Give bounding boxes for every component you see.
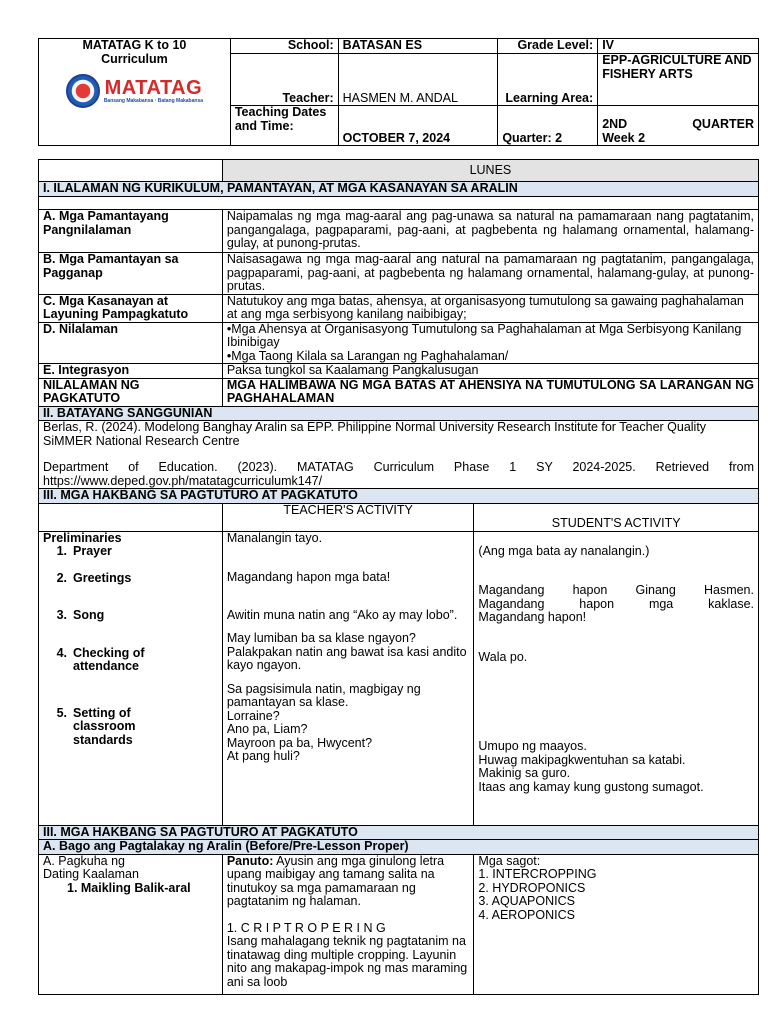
school-value: BATASAN ES [338,39,498,54]
content-standards-text: Naipamalas ng mga mag-aaral ang pag-unawa sa natural na pamamaraan nang pagtatanim, pangangalaga, pagpaparami, pag-aani, at pagbebenta ng halamang ornamental, halamang-gulay, at punong-prutas. [222,210,758,253]
lesson-table [38,159,759,995]
section2-title: II. BATAYANG SANGGUNIAN [39,406,759,421]
logo-wordmark: MATATAG [104,77,203,99]
section3-title: III. MGA HAKBANG SA PAGTUTURO AT PAGKATUTO [39,489,759,504]
competencies-label: C. Mga Kasanayan at Layuning Pampagkatuto [39,294,223,322]
item1-title: 1. C R I P T R O P E R I N G [226,920,386,935]
preliminaries-title: Preliminaries [43,530,122,545]
integration-text: Paksa tungkol sa Kaalamang Pangkalusugan [222,364,758,379]
teacher-value: HASMEN M. ANDAL [338,54,498,106]
integration-label: E. Integrasyon [39,364,223,379]
day-heading: LUNES [222,160,758,182]
content-label: D. Nilalaman [39,322,223,364]
content-standards-label: A. Mga Pamantayang Pangnilalaman [39,210,223,253]
review-activity: Panuto: Ayusin ang mga ginulong letra upang maibigay ang tamang salita na tinutukoy sa mga pamamaraan ng pagtatanim ng halaman. 1. C R I P T R O P E R I N G Isang mahalagang teknik ng pagtatanim na tinatawag ding multiple cropping. Layunin nito ang makapag-impok ng mas maraming ani sa loob [222,854,474,994]
competencies-text: Natutukoy ang mga batas, ahensya, at organisasyong tumutulong sa gawaing paghahalaman at ang mga serbisyong kanilang naibibigay; [222,294,758,322]
step-standards: 5. Setting of classroom standards [56,705,136,747]
school-label: School: [230,39,338,54]
quarter-label: Quarter: 2 [498,106,598,146]
prior-knowledge-label: A. Pagkuha ng Dating Kaalaman [43,853,139,881]
performance-standards-label: B. Mga Pamantayan sa Pagganap [39,253,223,295]
references-cell [39,421,759,489]
section4-title: III. MGA HAKBANG SA PAGTUTURO AT PAGKATUTO [39,825,759,840]
step-prayer: 1. Prayer [56,544,112,558]
prior-knowledge-cell [39,854,223,994]
logo-tagline: Bansang Makabansa · Batang Makabansa [103,98,204,104]
header-table [38,38,759,146]
teacher-activity-heading: TEACHER'S ACTIVITY [222,503,474,531]
quarter-value: 2ND QUARTER Week 2 [598,106,759,146]
review-label: 1. Maikling Balik-aral [67,880,191,895]
student-activity-heading: STUDENT'S ACTIVITY [474,503,759,531]
preliminaries-cell [39,531,223,825]
matatag-logo [43,74,226,108]
dates-value: OCTOBER 7, 2024 [338,106,498,146]
section1-title: I. ILALAMAN NG KURIKULUM, PAMANTAYAN, AT MGA KASANAYAN SA ARALIN [39,182,759,197]
step-attendance: 4. Checking of attendance [56,645,145,673]
section4-subtitle: A. Bago ang Pagtalakay ng Aralin (Before/Pre-Lesson Proper) [39,840,759,855]
student-preliminaries: (Ang mga bata ay nanalangin.) Magandang hapon Ginang Hasmen. Magandang hapon mga kaklase. Magandang hapon! Wala po. Umupo ng maayos. Huwag makipagkwentuhan sa katabi. Makinig sa guro. Itaas ang kamay kung gustong sumagot. [474,531,759,825]
curriculum-cell [39,39,231,146]
learning-area-label: Learning Area: [498,54,598,106]
answers-cell: Mga sagot: 1. INTERCROPPING 2. HYDROPONICS 3. AQUAPONICS 4. AEROPONICS [474,854,759,994]
curriculum-title: MATATAG K to 10 Curriculum [82,38,187,66]
grade-value: IV [598,39,759,54]
content-text: •Mga Ahensya at Organisasyong Tumutulong sa Paghahalaman at Mga Serbisyong Kanilang Ibinibigay •Mga Taong Kilala sa Larangan ng Paghahalaman/ [222,322,758,364]
dates-label: Teaching Dates and Time: [230,106,338,146]
learning-area-value: EPP-AGRICULTURE AND FISHERY ARTS [598,54,759,106]
step-greetings: 2. Greetings [56,570,132,585]
item1-text: Isang mahalagang teknik ng pagtatanim na tinatawag ding multiple cropping. Layunin nito ang makapag-impok ng mas maraming ani sa loob [226,934,468,989]
learning-content-label: NILALAMAN NG PAGKATUTO [39,378,223,406]
step-song: 3. Song [56,608,105,622]
learning-content-text: MGA HALIMBAWA NG MGA BATAS AT AHENSIYA NA TUMUTULONG SA LARANGAN NG PAGHAHALAMAN [222,378,758,406]
reference-2: Department of Education. (2023). MATATAG Curriculum Phase 1 SY 2024-2025. Retrieved from https://www.deped.gov.ph/matatagcurriculumk147/ [43,460,754,488]
teacher-preliminaries: Manalangin tayo. Magandang hapon mga bata! Awitin muna natin ang “Ako ay may lobo”. May lumiban ba sa klase ngayon? Palakpakan natin ang bawat isa kasi andito kayo ngayon. Sa pagsisimula natin, magbigay ng pamantayan sa klase. Lorraine? Ano pa, Liam? Mayroon pa ba, Hwycent? At pang huli? [222,531,474,825]
deped-seal-icon [66,74,100,108]
teacher-label: Teacher: [230,54,338,106]
reference-1: Berlas, R. (2024). Modelong Banghay Aralin sa EPP. Philippine Normal University Research Institute for Teacher Quality SiMMER National Research Centre [43,420,707,448]
grade-label: Grade Level: [498,39,598,54]
performance-standards-text: Naisasagawa ng mga mag-aaral ang natural na pamamaraan ng pagtatanim, pangangalaga, pagpaparami, pag-aani, at pagbebenta ng halamang ornamental, halamang-gulay, at punong-prutas. [222,253,758,295]
